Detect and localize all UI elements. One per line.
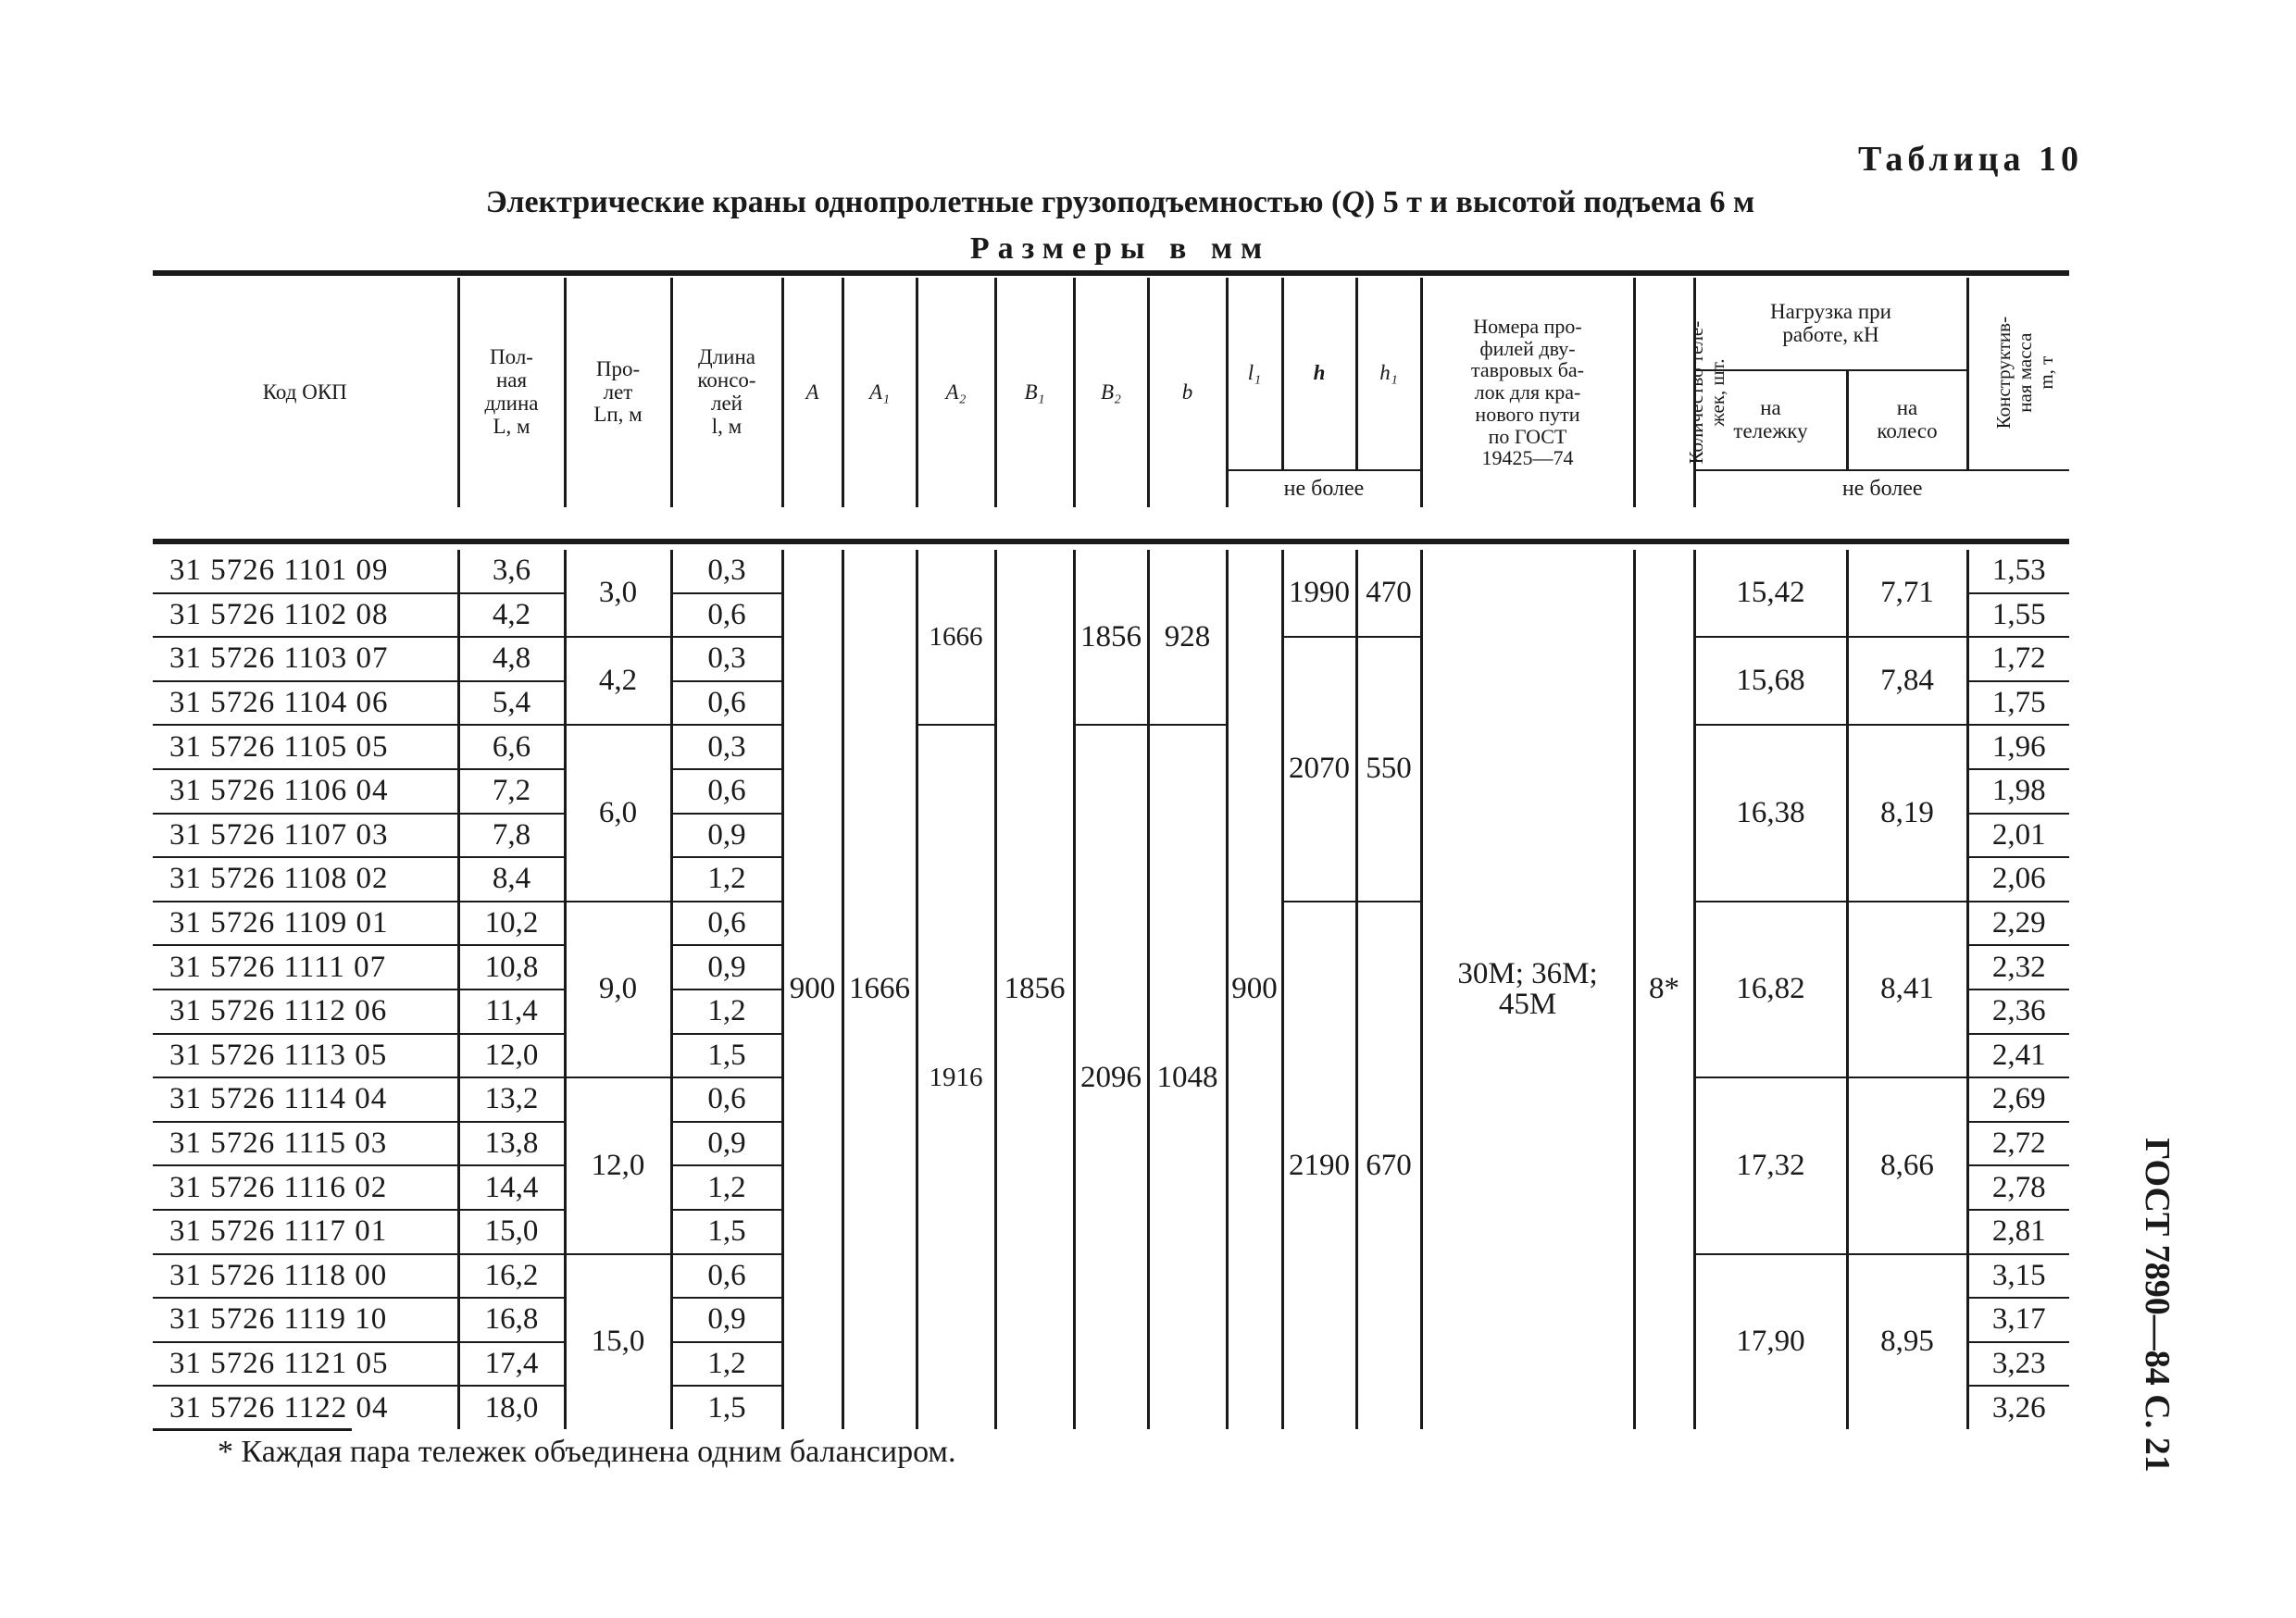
row-console: 0,6 (671, 593, 782, 638)
count-value: 8* (1634, 550, 1694, 1429)
table-number: Таблица 10 (1857, 140, 2083, 179)
row-mass: 3,26 (1967, 1386, 2069, 1429)
span-value: 3,0 (565, 550, 671, 637)
row-console: 0,3 (671, 725, 782, 769)
row-full-length: 10,8 (458, 945, 565, 989)
row-mass: 2,29 (1967, 902, 2069, 946)
load-cart-value: 17,32 (1694, 1077, 1847, 1253)
row-console: 1,2 (671, 857, 782, 902)
row-console: 0,9 (671, 1122, 782, 1166)
row-console: 0,6 (671, 1254, 782, 1299)
row-full-length: 5,4 (458, 681, 565, 726)
row-full-length: 16,2 (458, 1254, 565, 1299)
row-code: 31 5726 1104 06 (153, 681, 458, 726)
header-a: A (782, 278, 842, 507)
crane-table-body (153, 550, 2069, 1429)
l1-value: 900 (1227, 550, 1282, 1429)
row-mass: 1,53 (1967, 550, 2069, 593)
row-mass: 1,55 (1967, 593, 2069, 638)
row-code: 31 5726 1103 07 (153, 637, 458, 681)
header-b1: B₁ (995, 278, 1074, 507)
row-code: 31 5726 1115 03 (153, 1122, 458, 1166)
row-console: 1,5 (671, 1386, 782, 1429)
row-console: 0,9 (671, 1298, 782, 1342)
row-full-length: 16,8 (458, 1298, 565, 1342)
table-units: Размеры в мм (969, 231, 1271, 266)
table-title: Электрические краны однопролетные грузоподъемностью (Q) 5 т и высотой подъема 6 м (485, 185, 1755, 219)
row-full-length: 6,6 (458, 725, 565, 769)
row-console: 0,6 (671, 681, 782, 726)
load-cart-value: 16,82 (1694, 902, 1847, 1077)
row-console: 1,2 (671, 1342, 782, 1387)
b1-value: 1856 (995, 550, 1074, 1429)
a2-value: 1916 (917, 725, 995, 1429)
header-console: Длина консо- лей l, м (671, 278, 782, 507)
row-full-length: 13,8 (458, 1122, 565, 1166)
h-value: 2070 (1282, 637, 1356, 902)
row-console: 0,9 (671, 945, 782, 989)
row-mass: 3,15 (1967, 1254, 2069, 1299)
row-code: 31 5726 1111 07 (153, 945, 458, 989)
h-value: 1990 (1282, 550, 1356, 637)
header-profiles: Номера про- филей дву- тавровых ба- лок для кра- нового пути по ГОСТ 19425—74 (1421, 278, 1634, 507)
header-count: Количество теле- жек, шт. (1634, 278, 1694, 507)
row-mass: 2,72 (1967, 1122, 2069, 1166)
row-console: 0,6 (671, 769, 782, 814)
row-code: 31 5726 1117 01 (153, 1210, 458, 1254)
row-full-length: 3,6 (458, 550, 565, 593)
header-rule (153, 539, 2069, 544)
top-rule (153, 270, 2069, 276)
row-mass: 2,01 (1967, 814, 2069, 858)
row-console: 0,9 (671, 814, 782, 858)
row-full-length: 7,8 (458, 814, 565, 858)
header-a2: A₂ (917, 278, 995, 507)
b2-value: 1856 (1074, 550, 1148, 725)
span-value: 9,0 (565, 902, 671, 1077)
row-mass: 3,17 (1967, 1298, 2069, 1342)
row-code: 31 5726 1114 04 (153, 1077, 458, 1122)
row-mass: 2,36 (1967, 989, 2069, 1034)
header-a1: A₁ (842, 278, 917, 507)
profiles-value: 30М; 36М; 45М (1421, 550, 1634, 1429)
row-full-length: 4,8 (458, 637, 565, 681)
row-code: 31 5726 1116 02 (153, 1165, 458, 1210)
row-console: 1,5 (671, 1034, 782, 1078)
header-span: Про- лет Lп, м (565, 278, 671, 507)
load-wheel-value: 7,71 (1847, 550, 1967, 637)
header-load-cart: на тележку (1694, 370, 1847, 470)
b-value: 1048 (1148, 725, 1227, 1429)
load-wheel-value: 8,19 (1847, 725, 1967, 901)
row-full-length: 8,4 (458, 857, 565, 902)
row-code: 31 5726 1121 05 (153, 1342, 458, 1387)
header-l1: l₁ (1227, 278, 1282, 470)
header-not-more-2: не более (1694, 470, 2069, 507)
row-mass: 2,32 (1967, 945, 2069, 989)
row-console: 0,3 (671, 550, 782, 593)
footnote: * Каждая пара тележек объединена одним балансиром. (218, 1435, 956, 1469)
row-mass: 2,41 (1967, 1034, 2069, 1078)
h1-value: 470 (1356, 550, 1421, 637)
header-mass: Конструктив- ная масса m, т (1967, 278, 2069, 470)
row-console: 0,6 (671, 1077, 782, 1122)
row-code: 31 5726 1119 10 (153, 1298, 458, 1342)
row-mass: 2,81 (1967, 1210, 2069, 1254)
row-mass: 2,06 (1967, 857, 2069, 902)
row-full-length: 10,2 (458, 902, 565, 946)
row-code: 31 5726 1122 04 (169, 1390, 389, 1425)
header-b2: B₂ (1074, 278, 1148, 507)
row-code: 31 5726 1102 08 (153, 593, 458, 638)
row-code: 31 5726 1118 00 (153, 1254, 458, 1299)
header-full-length: Пол- ная длина L, м (458, 278, 565, 507)
b2-value: 2096 (1074, 725, 1148, 1429)
footnote-rule (153, 1428, 352, 1431)
row-full-length: 18,0 (458, 1386, 565, 1429)
row-console: 1,2 (671, 989, 782, 1034)
h-value: 2190 (1282, 902, 1356, 1429)
row-full-length: 11,4 (458, 989, 565, 1034)
row-console: 0,6 (671, 902, 782, 946)
row-code: 31 5726 1108 02 (153, 857, 458, 902)
load-wheel-value: 7,84 (1847, 637, 1967, 725)
row-console: 1,5 (671, 1210, 782, 1254)
row-mass: 3,23 (1967, 1342, 2069, 1387)
row-mass: 1,75 (1967, 681, 2069, 726)
row-full-length: 4,2 (458, 593, 565, 638)
span-value: 4,2 (565, 637, 671, 725)
row-code: 31 5726 1112 06 (153, 989, 458, 1034)
row-full-length: 7,2 (458, 769, 565, 814)
h1-value: 550 (1356, 637, 1421, 902)
row-full-length: 14,4 (458, 1165, 565, 1210)
a-value: 900 (782, 550, 842, 1429)
row-mass: 2,69 (1967, 1077, 2069, 1122)
span-value: 15,0 (565, 1254, 671, 1429)
header-load-wheel: на колесо (1847, 370, 1967, 470)
row-console: 0,3 (671, 637, 782, 681)
row-mass: 1,98 (1967, 769, 2069, 814)
row-code: 31 5726 1105 05 (153, 725, 458, 769)
h1-value: 670 (1356, 902, 1421, 1429)
load-cart-value: 15,68 (1694, 637, 1847, 725)
side-label: ГОСТ 7890—84 С. 21 (2138, 1138, 2177, 1473)
row-console: 1,2 (671, 1165, 782, 1210)
load-cart-value: 17,90 (1694, 1254, 1847, 1429)
a1-value: 1666 (842, 550, 917, 1429)
row-full-length: 12,0 (458, 1034, 565, 1078)
crane-table (153, 278, 2069, 507)
load-wheel-value: 8,66 (1847, 1077, 1967, 1253)
row-code: 31 5726 1101 09 (153, 550, 458, 593)
load-cart-value: 15,42 (1694, 550, 1847, 637)
span-value: 12,0 (565, 1077, 671, 1253)
header-load: Нагрузка при работе, кН (1694, 278, 1967, 370)
row-code: 31 5726 1106 04 (153, 769, 458, 814)
b-value: 928 (1148, 550, 1227, 725)
row-full-length: 15,0 (458, 1210, 565, 1254)
header-code: Код ОКП (262, 380, 347, 404)
header-not-more-1: не более (1227, 470, 1421, 507)
row-mass: 2,78 (1967, 1165, 2069, 1210)
row-full-length: 13,2 (458, 1077, 565, 1122)
row-full-length: 17,4 (458, 1342, 565, 1387)
row-code: 31 5726 1113 05 (153, 1034, 458, 1078)
header-h: h (1282, 278, 1356, 470)
header-b: b (1148, 278, 1227, 507)
row-mass: 1,72 (1967, 637, 2069, 681)
load-wheel-value: 8,41 (1847, 902, 1967, 1077)
load-wheel-value: 8,95 (1847, 1254, 1967, 1429)
row-code: 31 5726 1109 01 (153, 902, 458, 946)
a2-value: 1666 (917, 550, 995, 725)
header-h1: h₁ (1356, 278, 1421, 470)
row-mass: 1,96 (1967, 725, 2069, 769)
load-cart-value: 16,38 (1694, 725, 1847, 901)
row-code: 31 5726 1107 03 (153, 814, 458, 858)
span-value: 6,0 (565, 725, 671, 901)
